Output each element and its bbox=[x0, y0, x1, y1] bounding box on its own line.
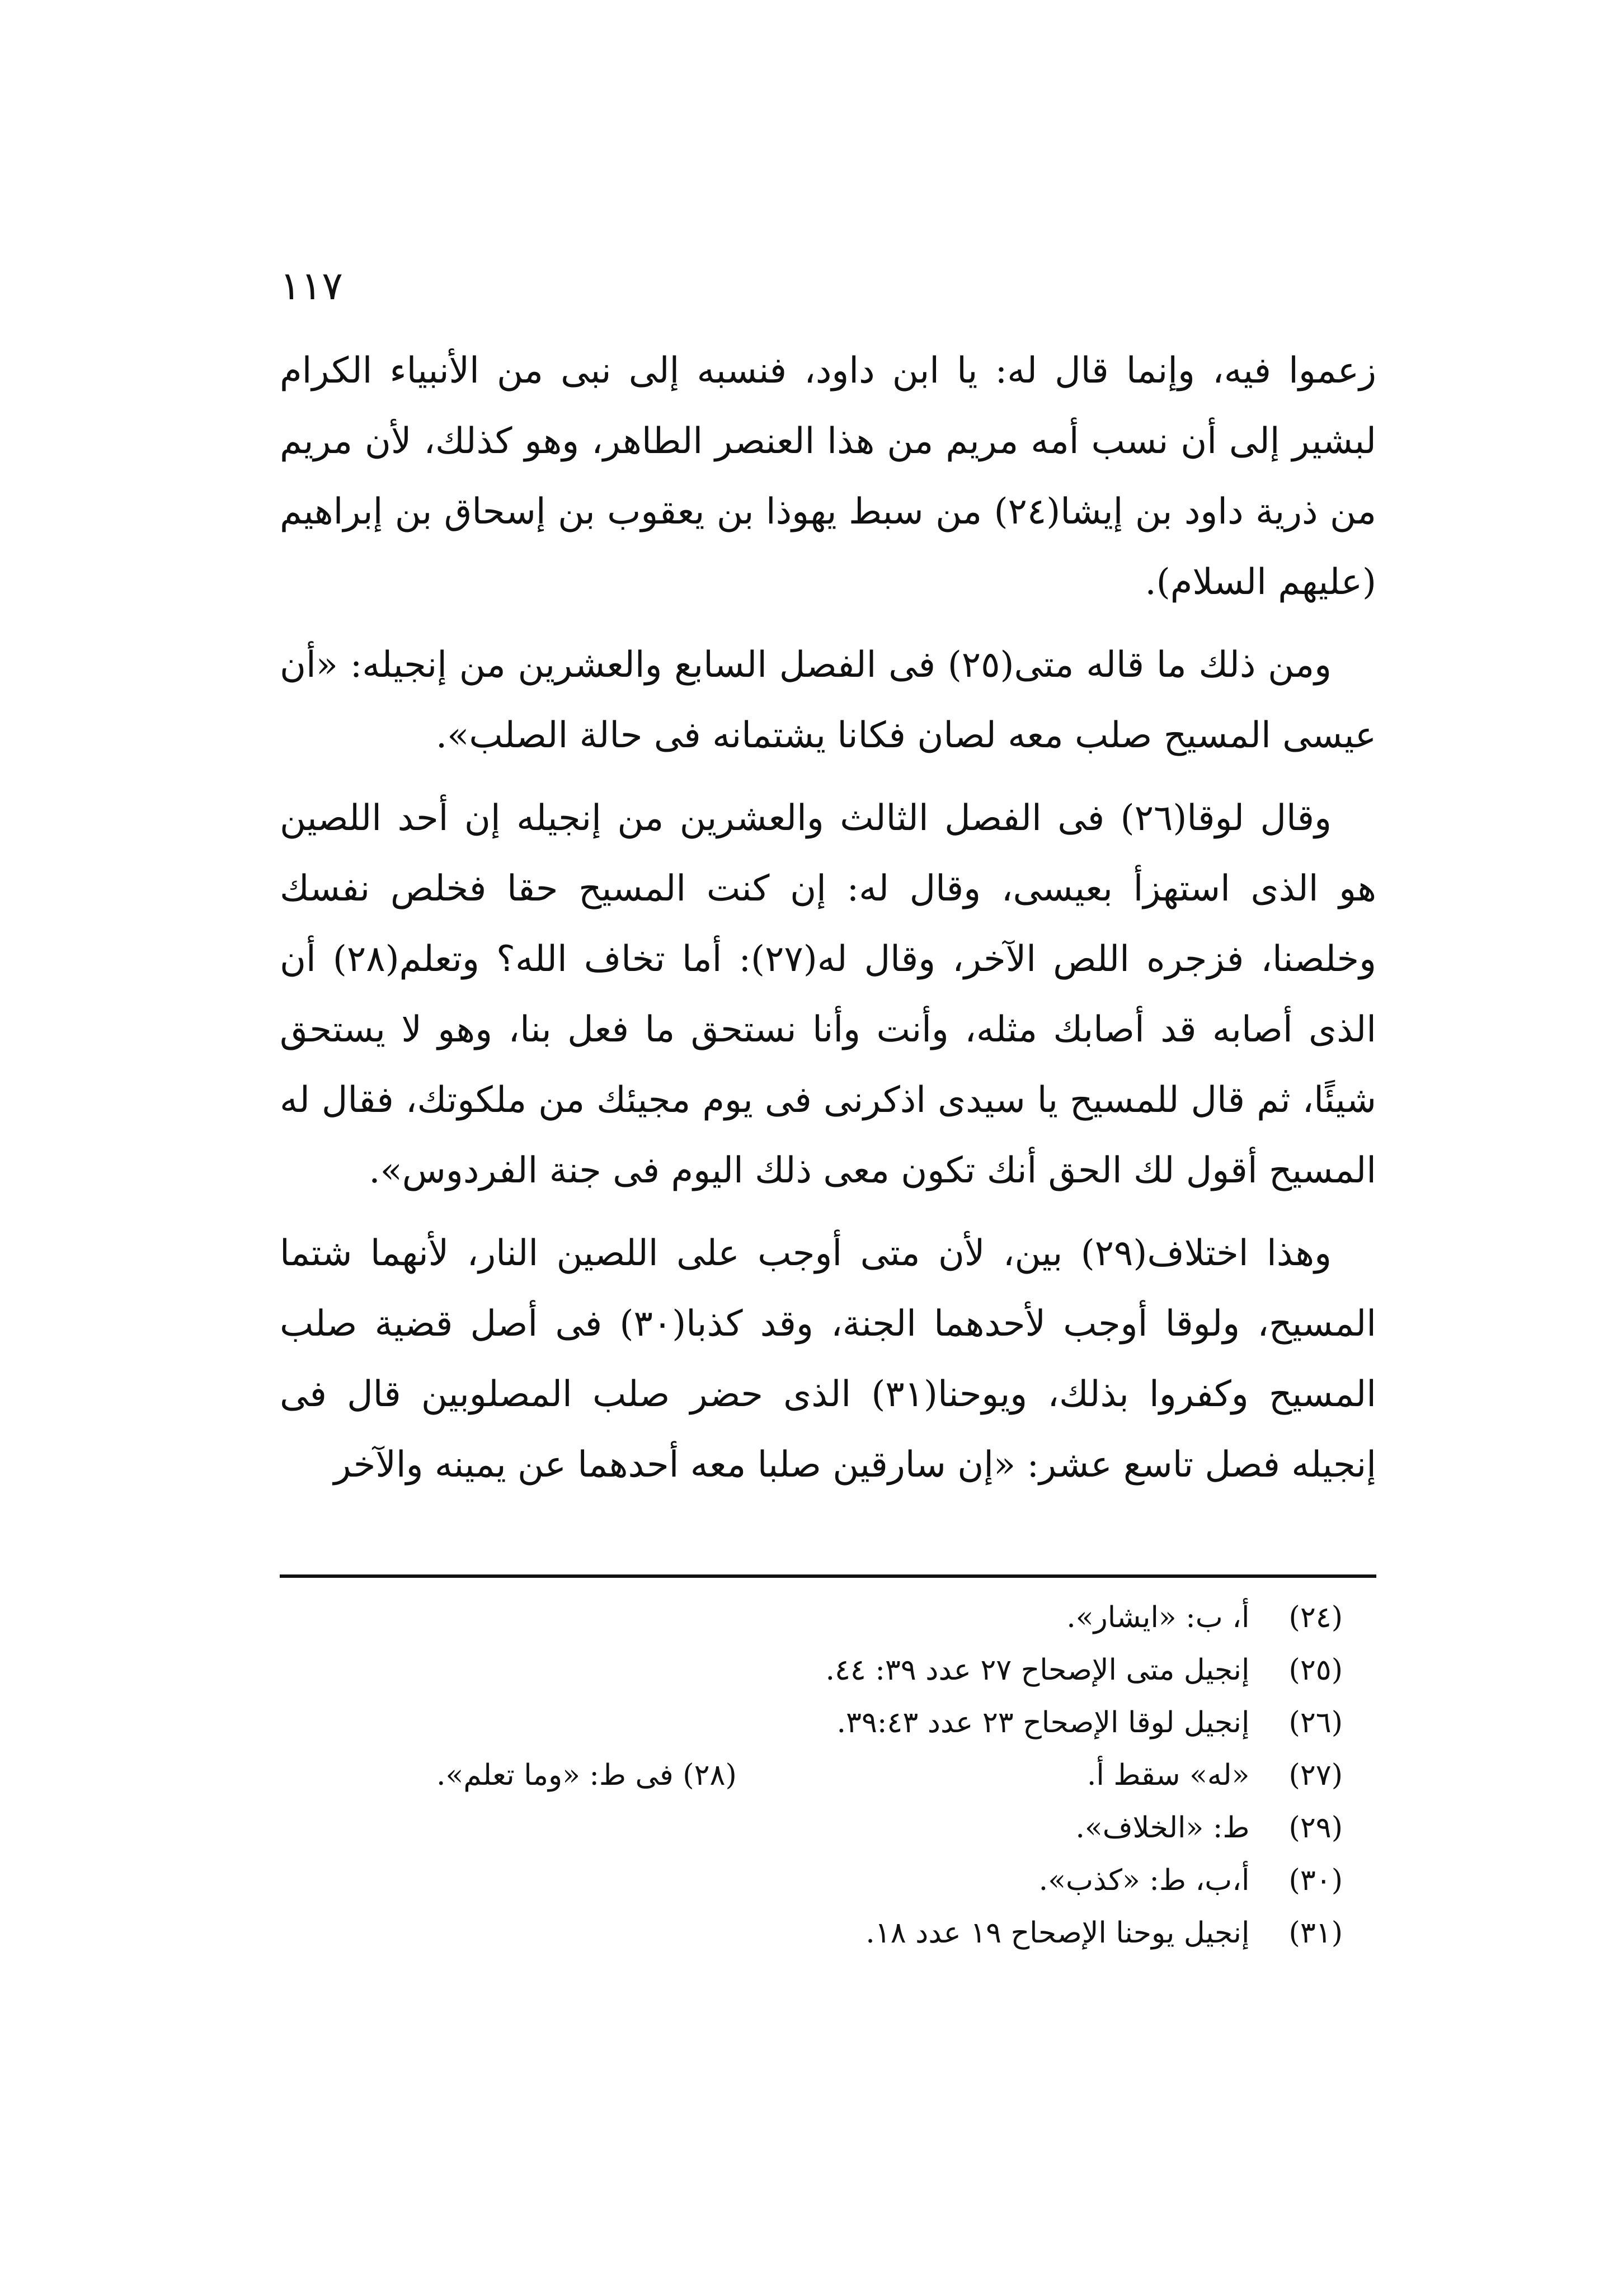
footnote-side bbox=[436, 1749, 737, 1802]
footnote-divider bbox=[280, 1574, 1376, 1578]
paragraph: وقال لوقا(٢٦) فى الفصل الثالث والعشرين من إنجيله إن أحد اللصين هو الذى استهزأ بعيسى، وقال له: إن كنت المسيح حقا فخلص نفسك وخلصنا، فزجره اللص الآخر، وقال له(٢٧): أما تخاف الله؟ وتعلم(٢٨) أن الذى أصابه قد أصابك مثله، وأنت وأنا نستحق ما فعل بنا، وهو لا يستحق شيئًا، ثم قال للمسيح يا سيدى اذكرنى فى يوم مجيئك من ملكوتك، فقال له المسيح أقول لك الحق أنك تكون معى ذلك اليوم فى جنة الفردوس». bbox=[280, 798, 1377, 1191]
footnote bbox=[280, 1802, 1343, 1854]
footnote-number: (٢٦) bbox=[1288, 1706, 1343, 1739]
page-number: ١١٧ bbox=[280, 263, 343, 309]
footnote-text: أ، ب: «ايشار». bbox=[1066, 1601, 1250, 1634]
footnote-number: (٢٧) bbox=[1288, 1758, 1343, 1792]
paragraph: زعموا فيه، وإنما قال له: يا ابن داود، فنسبه إلى نبى من الأنبياء الكرام لبشير إلى أن نسب أمه مريم من هذا العنصر الطاهر، وهو كذلك، لأن مريم من ذرية داود بن إيشا(٢٤) من سبط يهوذا بن يعقوب بن إسحاق بن إبراهيم (عليهم السلام). bbox=[280, 350, 1377, 603]
footnotes bbox=[280, 1591, 1343, 1959]
footnote bbox=[280, 1907, 1343, 1959]
footnote-number: (٣١) bbox=[1288, 1916, 1343, 1950]
footnote-text: فى ط: «وما تعلم». bbox=[436, 1758, 674, 1792]
footnote bbox=[280, 1696, 1343, 1749]
footnote-number: (٣٠) bbox=[1288, 1864, 1343, 1897]
footnote-number: (٢٤) bbox=[1288, 1601, 1343, 1634]
footnote bbox=[280, 1854, 1343, 1907]
footnote-number: (٢٥) bbox=[1288, 1653, 1343, 1687]
footnote-text: إنجيل لوقا الإصحاح ٢٣ عدد ٣٩:٤٣. bbox=[836, 1706, 1250, 1739]
footnote-text: إنجيل يوحنا الإصحاح ١٩ عدد ١٨. bbox=[866, 1916, 1250, 1950]
paragraph: وهذا اختلاف(٢٩) بين، لأن متى أوجب على اللصين النار، لأنهما شتما المسيح، ولوقا أوجب لأحدهما الجنة، وقد كذبا(٣٠) فى أصل قضية صلب المسيح وكفروا بذلك، ويوحنا(٣١) الذى حضر صلب المصلوبين قال فى إنجيله فصل تاسع عشر: «إن سارقين صلبا معه أحدهما عن يمينه والآخر bbox=[280, 1233, 1377, 1486]
footnote-text: إنجيل متى الإصحاح ٢٧ عدد ٣٩: ٤٤. bbox=[825, 1653, 1250, 1687]
footnote bbox=[280, 1644, 1343, 1696]
footnote-text: «له» سقط أ. bbox=[1086, 1758, 1250, 1792]
footnote bbox=[280, 1591, 1343, 1644]
footnote-text: أ،ب، ط: «كذب». bbox=[1038, 1864, 1250, 1897]
paragraph: ومن ذلك ما قاله متى(٢٥) فى الفصل السابع والعشرين من إنجيله: «أن عيسى المسيح صلب معه لصان فكانا يشتمانه فى حالة الصلب». bbox=[280, 644, 1376, 756]
footnote-number: (٢٨) bbox=[683, 1758, 737, 1792]
footnote bbox=[280, 1749, 1343, 1802]
footnote-text: ط: «الخلاف». bbox=[1075, 1811, 1250, 1845]
main-text bbox=[280, 336, 1376, 1512]
footnote-number: (٢٩) bbox=[1288, 1811, 1343, 1845]
